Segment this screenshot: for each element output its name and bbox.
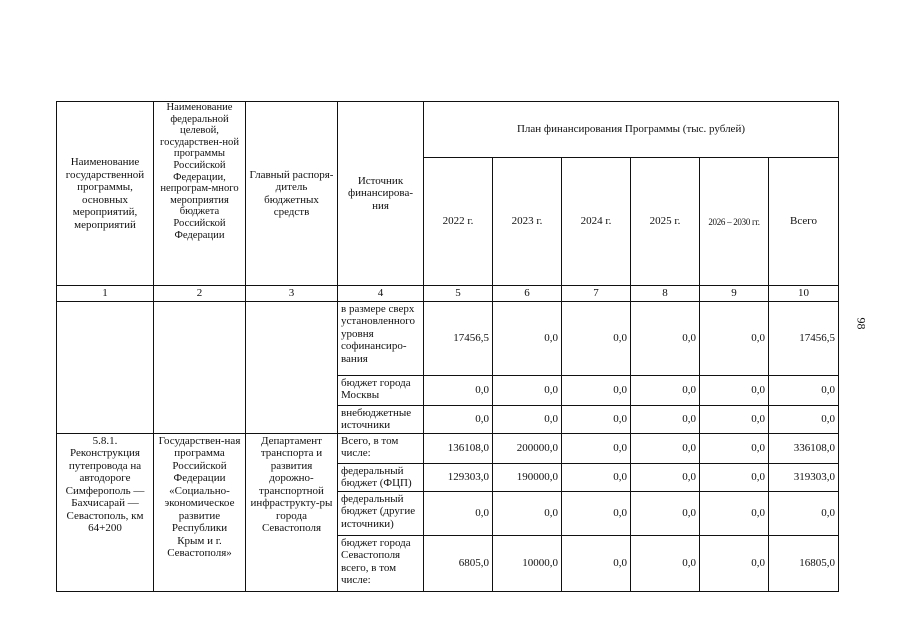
value-cell: 129303,0	[424, 463, 493, 491]
value-cell: 17456,5	[424, 301, 493, 375]
value-cell: 0,0	[700, 491, 769, 535]
column-number: 8	[631, 286, 700, 302]
funding-source-cell: бюджет города Москвы	[338, 375, 424, 405]
value-cell: 0,0	[562, 463, 631, 491]
value-cell: 0,0	[700, 463, 769, 491]
header-year-2024: 2024 г.	[562, 158, 631, 286]
value-cell: 0,0	[631, 433, 700, 463]
value-cell: 0,0	[700, 535, 769, 591]
value-cell: 0,0	[631, 491, 700, 535]
value-cell: 0,0	[493, 405, 562, 433]
value-cell: 0,0	[700, 405, 769, 433]
value-cell: 200000,0	[493, 433, 562, 463]
header-year-2022: 2022 г.	[424, 158, 493, 286]
value-cell: 0,0	[700, 433, 769, 463]
financing-table	[56, 101, 839, 592]
value-cell: 0,0	[631, 375, 700, 405]
column-number: 3	[246, 286, 338, 302]
value-cell: 0,0	[493, 491, 562, 535]
value-cell: 0,0	[700, 375, 769, 405]
value-cell: 0,0	[562, 375, 631, 405]
column-number: 5	[424, 286, 493, 302]
header-total: Всего	[769, 158, 839, 286]
empty-cell	[246, 301, 338, 433]
column-number: 4	[338, 286, 424, 302]
value-cell: 0,0	[631, 405, 700, 433]
header-federal-program: Наименование федеральной целевой, государствен-ной программы Российской Федерации, непрограм-много мероприятия бюджета Российской Федерации	[154, 102, 246, 286]
column-number: 1	[57, 286, 154, 302]
value-cell: 190000,0	[493, 463, 562, 491]
column-number: 9	[700, 286, 769, 302]
value-cell: 17456,5	[769, 301, 839, 375]
empty-cell	[57, 301, 154, 433]
value-cell: 0,0	[424, 491, 493, 535]
value-cell: 0,0	[631, 301, 700, 375]
empty-cell	[154, 301, 246, 433]
header-budget-manager: Главный распоря-дитель бюджетных средств	[246, 102, 338, 286]
funding-source-cell: внебюджетные источники	[338, 405, 424, 433]
header-year-2023: 2023 г.	[493, 158, 562, 286]
column-number: 2	[154, 286, 246, 302]
funding-source-cell: Всего, в том числе:	[338, 433, 424, 463]
funding-source-cell: федеральный бюджет (другие источники)	[338, 491, 424, 535]
table-row	[57, 301, 839, 375]
value-cell: 0,0	[562, 301, 631, 375]
header-funding-source: Источник финансирова-ния	[338, 102, 424, 286]
value-cell: 136108,0	[424, 433, 493, 463]
value-cell: 16805,0	[769, 535, 839, 591]
value-cell: 336108,0	[769, 433, 839, 463]
value-cell: 0,0	[769, 491, 839, 535]
table-row	[57, 433, 839, 463]
value-cell: 0,0	[562, 535, 631, 591]
value-cell: 319303,0	[769, 463, 839, 491]
value-cell: 0,0	[631, 535, 700, 591]
column-number: 7	[562, 286, 631, 302]
value-cell: 0,0	[562, 433, 631, 463]
value-cell: 0,0	[769, 375, 839, 405]
budget-manager-cell: Департамент транспорта и развития дорожно-транспортной инфраструкту-ры города Севастополя	[246, 433, 338, 591]
header-program-name: Наименование государственной программы, основных мероприятий, мероприятий	[57, 102, 154, 286]
value-cell: 0,0	[424, 405, 493, 433]
value-cell: 0,0	[562, 405, 631, 433]
measure-cell: 5.8.1. Реконструкция путепровода на автодороге Симферополь — Бахчисарай — Севастополь, км 64+200	[57, 433, 154, 591]
column-number: 10	[769, 286, 839, 302]
program-cell: Государствен-ная программа Российской Федерации «Социально-экономическое развитие Республики Крым и г. Севастополя»	[154, 433, 246, 591]
column-number: 6	[493, 286, 562, 302]
value-cell: 0,0	[493, 301, 562, 375]
value-cell: 6805,0	[424, 535, 493, 591]
header-year-2025: 2025 г.	[631, 158, 700, 286]
value-cell: 0,0	[769, 405, 839, 433]
value-cell: 0,0	[562, 491, 631, 535]
value-cell: 0,0	[631, 463, 700, 491]
funding-source-cell: в размере сверх установленного уровня софинансиро-вания	[338, 301, 424, 375]
page-number: 98	[854, 317, 869, 330]
value-cell: 0,0	[700, 301, 769, 375]
value-cell: 10000,0	[493, 535, 562, 591]
header-year-2026-2030: 2026 – 2030 гг.	[700, 158, 769, 286]
value-cell: 0,0	[424, 375, 493, 405]
funding-source-cell: федеральный бюджет (ФЦП)	[338, 463, 424, 491]
header-plan-title: План финансирования Программы (тыс. рублей)	[424, 102, 839, 158]
value-cell: 0,0	[493, 375, 562, 405]
funding-source-cell: бюджет города Севастополя всего, в том числе:	[338, 535, 424, 591]
